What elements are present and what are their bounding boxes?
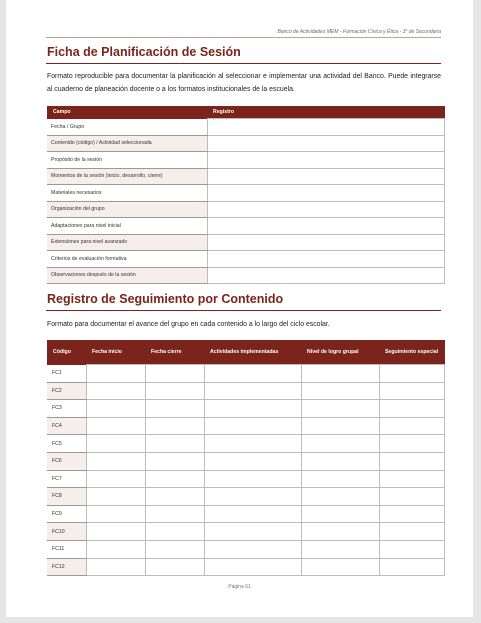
table-row bbox=[47, 435, 445, 453]
field-label: Materiales necesarios bbox=[47, 185, 207, 202]
content-code: FC1 bbox=[47, 365, 86, 383]
table-row bbox=[47, 119, 445, 136]
record-cell[interactable] bbox=[207, 135, 445, 152]
tracking-cell[interactable] bbox=[379, 488, 445, 506]
field-label: Extensiones para nivel avanzado bbox=[47, 234, 207, 251]
section-title-tracking: Registro de Seguimiento por Contenido bbox=[47, 292, 284, 306]
tracking-cell[interactable] bbox=[204, 488, 301, 506]
record-cell[interactable] bbox=[207, 185, 445, 202]
table-row bbox=[47, 251, 445, 268]
tracking-cell[interactable] bbox=[204, 365, 301, 383]
table-row bbox=[47, 152, 445, 169]
content-code: FC10 bbox=[47, 523, 86, 541]
tracking-cell[interactable] bbox=[379, 365, 445, 383]
record-cell[interactable] bbox=[207, 168, 445, 185]
tracking-cell[interactable] bbox=[301, 540, 379, 558]
header-rule bbox=[46, 37, 441, 38]
page-number: Página 61 bbox=[228, 584, 251, 590]
tracking-cell[interactable] bbox=[86, 382, 145, 400]
tracking-cell[interactable] bbox=[145, 417, 204, 435]
tracking-cell[interactable] bbox=[301, 523, 379, 541]
column-header: Código bbox=[47, 340, 86, 365]
field-label: Organización del grupo bbox=[47, 201, 207, 218]
tracking-cell[interactable] bbox=[379, 400, 445, 418]
tracking-cell[interactable] bbox=[86, 417, 145, 435]
tracking-cell[interactable] bbox=[204, 523, 301, 541]
tracking-cell[interactable] bbox=[145, 540, 204, 558]
table-row bbox=[47, 135, 445, 152]
section-title-planning: Ficha de Planificación de Sesión bbox=[47, 45, 241, 59]
planning-table bbox=[47, 106, 445, 284]
column-header: Registro bbox=[207, 106, 445, 119]
content-code: FC5 bbox=[47, 435, 86, 453]
tracking-cell[interactable] bbox=[86, 540, 145, 558]
tracking-cell[interactable] bbox=[301, 505, 379, 523]
table-row bbox=[47, 382, 445, 400]
tracking-cell[interactable] bbox=[379, 470, 445, 488]
field-label: Momentos de la sesión (inicio, desarrollo, cierre) bbox=[47, 168, 207, 185]
tracking-cell[interactable] bbox=[379, 452, 445, 470]
tracking-cell[interactable] bbox=[86, 488, 145, 506]
tracking-cell[interactable] bbox=[145, 488, 204, 506]
tracking-cell[interactable] bbox=[379, 505, 445, 523]
table-row bbox=[47, 540, 445, 558]
tracking-cell[interactable] bbox=[145, 505, 204, 523]
table-row bbox=[47, 470, 445, 488]
tracking-cell[interactable] bbox=[301, 365, 379, 383]
tracking-cell[interactable] bbox=[379, 540, 445, 558]
record-cell[interactable] bbox=[207, 218, 445, 235]
field-label: Contenido (código) / Actividad seleccionada bbox=[47, 135, 207, 152]
tracking-cell[interactable] bbox=[204, 452, 301, 470]
record-cell[interactable] bbox=[207, 119, 445, 136]
tracking-cell[interactable] bbox=[301, 452, 379, 470]
table-row bbox=[47, 185, 445, 202]
tracking-cell[interactable] bbox=[145, 558, 204, 576]
field-label: Observaciones después de la sesión bbox=[47, 267, 207, 284]
tracking-cell[interactable] bbox=[379, 382, 445, 400]
document-page bbox=[6, 0, 473, 617]
field-label: Criterios de evaluación formativa bbox=[47, 251, 207, 268]
column-header: Fecha inicio bbox=[86, 340, 145, 365]
content-code: FC12 bbox=[47, 558, 86, 576]
content-code: FC3 bbox=[47, 400, 86, 418]
tracking-cell[interactable] bbox=[145, 365, 204, 383]
table-row bbox=[47, 168, 445, 185]
table-row bbox=[47, 267, 445, 284]
tracking-cell[interactable] bbox=[86, 470, 145, 488]
table-row bbox=[47, 201, 445, 218]
tracking-table bbox=[47, 340, 445, 576]
tracking-cell[interactable] bbox=[204, 417, 301, 435]
table-header-row bbox=[47, 340, 445, 365]
record-cell[interactable] bbox=[207, 251, 445, 268]
column-header: Seguimiento especial bbox=[379, 340, 445, 365]
table-header-row bbox=[47, 106, 445, 119]
table-row bbox=[47, 365, 445, 383]
content-code: FC6 bbox=[47, 452, 86, 470]
tracking-cell[interactable] bbox=[379, 523, 445, 541]
table-row bbox=[47, 417, 445, 435]
column-header: Fecha cierre bbox=[145, 340, 204, 365]
tracking-cell[interactable] bbox=[301, 488, 379, 506]
running-head: Banco de Actividades MEM - Formación Cívica y Ética - 3° de Secundaria bbox=[277, 29, 441, 35]
record-cell[interactable] bbox=[207, 152, 445, 169]
tracking-cell[interactable] bbox=[379, 558, 445, 576]
field-label: Fecha / Grupo bbox=[47, 119, 207, 136]
content-code: FC2 bbox=[47, 382, 86, 400]
tracking-cell[interactable] bbox=[86, 435, 145, 453]
table-row bbox=[47, 234, 445, 251]
tracking-cell[interactable] bbox=[379, 435, 445, 453]
table-row bbox=[47, 558, 445, 576]
tracking-cell[interactable] bbox=[301, 470, 379, 488]
section-description-tracking: Formato para documentar el avance del grupo en cada contenido a lo largo del ciclo escolar. bbox=[47, 321, 330, 328]
tracking-cell[interactable] bbox=[301, 400, 379, 418]
tracking-cell[interactable] bbox=[301, 417, 379, 435]
record-cell[interactable] bbox=[207, 201, 445, 218]
table-row bbox=[47, 218, 445, 235]
column-header: Campo bbox=[47, 106, 207, 119]
content-code: FC7 bbox=[47, 470, 86, 488]
content-code: FC4 bbox=[47, 417, 86, 435]
tracking-cell[interactable] bbox=[145, 452, 204, 470]
content-code: FC8 bbox=[47, 488, 86, 506]
tracking-cell[interactable] bbox=[86, 400, 145, 418]
tracking-cell[interactable] bbox=[86, 523, 145, 541]
section-rule bbox=[46, 310, 441, 311]
table-row bbox=[47, 488, 445, 506]
tracking-cell[interactable] bbox=[86, 452, 145, 470]
field-label: Propósito de la sesión bbox=[47, 152, 207, 169]
content-code: FC11 bbox=[47, 540, 86, 558]
content-code: FC9 bbox=[47, 505, 86, 523]
tracking-cell[interactable] bbox=[204, 540, 301, 558]
tracking-cell[interactable] bbox=[86, 365, 145, 383]
table-row bbox=[47, 400, 445, 418]
table-row bbox=[47, 523, 445, 541]
tracking-cell[interactable] bbox=[204, 558, 301, 576]
section-description-planning: Formato reproducible para documentar la planificación al seleccionar e implementar una actividad del Banco. Puede integrarse al cuaderno de planeación docente o a los formatos institucionales de la escuela. bbox=[47, 73, 441, 93]
tracking-cell[interactable] bbox=[204, 470, 301, 488]
tracking-cell[interactable] bbox=[204, 400, 301, 418]
tracking-cell[interactable] bbox=[301, 382, 379, 400]
table-row bbox=[47, 505, 445, 523]
column-header: Nivel de logro grupal bbox=[301, 340, 379, 365]
tracking-cell[interactable] bbox=[301, 558, 379, 576]
tracking-cell[interactable] bbox=[145, 523, 204, 541]
tracking-cell[interactable] bbox=[86, 558, 145, 576]
tracking-cell[interactable] bbox=[145, 470, 204, 488]
field-label: Adaptaciones para nivel inicial bbox=[47, 218, 207, 235]
tracking-cell[interactable] bbox=[204, 505, 301, 523]
tracking-cell[interactable] bbox=[379, 417, 445, 435]
record-cell[interactable] bbox=[207, 267, 445, 284]
tracking-cell[interactable] bbox=[145, 400, 204, 418]
tracking-cell[interactable] bbox=[145, 382, 204, 400]
tracking-cell[interactable] bbox=[204, 435, 301, 453]
table-row bbox=[47, 452, 445, 470]
tracking-cell[interactable] bbox=[204, 382, 301, 400]
tracking-cell[interactable] bbox=[86, 505, 145, 523]
tracking-cell[interactable] bbox=[301, 435, 379, 453]
tracking-cell[interactable] bbox=[145, 435, 204, 453]
record-cell[interactable] bbox=[207, 234, 445, 251]
section-rule bbox=[46, 63, 441, 64]
column-header: Actividades implementadas bbox=[204, 340, 301, 365]
